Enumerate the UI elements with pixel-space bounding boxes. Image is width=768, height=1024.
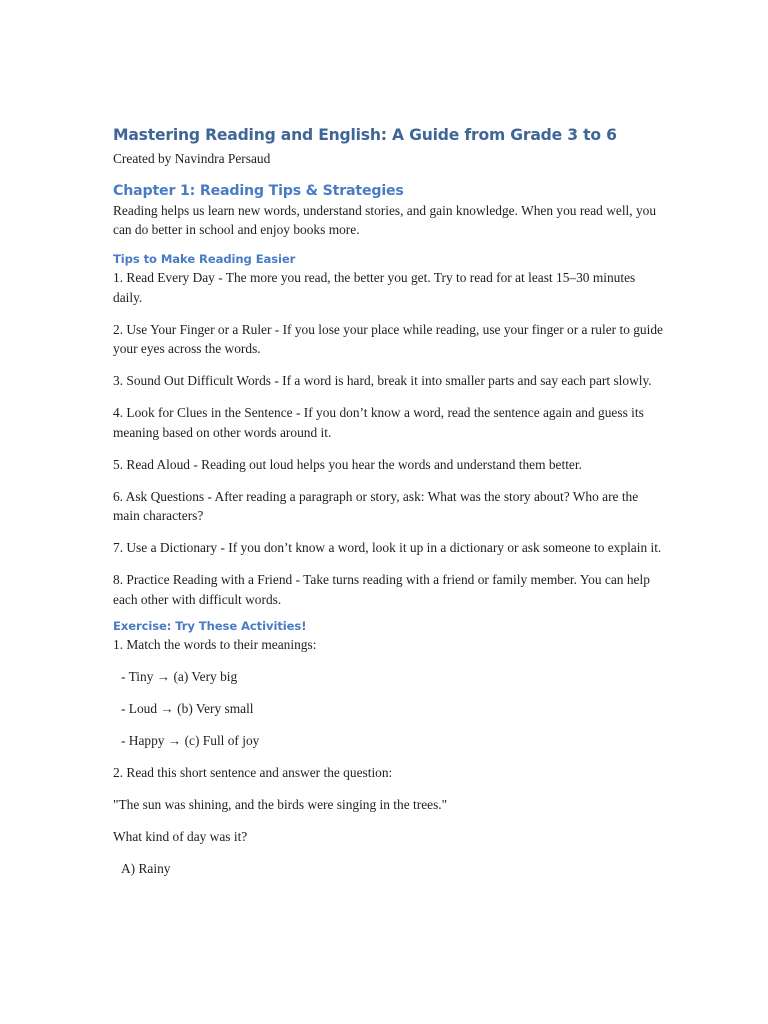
tip-item: 3. Sound Out Difficult Words - If a word is hard, break it into smaller parts and say each part slowly. bbox=[113, 373, 652, 388]
answer-option-a: A) Rainy bbox=[121, 861, 171, 876]
tip-item: 8. Practice Reading with a Friend - Take turns reading with a friend or family member. You can help each other with difficult words. bbox=[113, 572, 650, 607]
match-item: - Loud → (b) Very small bbox=[121, 701, 254, 716]
match-item: - Tiny → (a) Very big bbox=[121, 669, 238, 684]
tip-item: 7. Use a Dictionary - If you don’t know a word, look it up in a dictionary or ask someone to explain it. bbox=[113, 540, 662, 555]
tip-item: 6. Ask Questions - After reading a paragraph or story, ask: What was the story about? Who are the main characters? bbox=[113, 488, 639, 523]
tip-item: 4. Look for Clues in the Sentence - If you don’t know a word, read the sentence again and guess its meaning based on other words around it. bbox=[113, 405, 644, 440]
tips-list bbox=[113, 268, 663, 609]
exercise-question-2: 2. Read this short sentence and answer the question: bbox=[113, 765, 393, 780]
document-body bbox=[113, 124, 663, 891]
author-byline: Created by Navindra Persaud bbox=[113, 151, 271, 166]
exercise-question-1: 1. Match the words to their meanings: bbox=[113, 637, 317, 652]
exercise-question-text: What kind of day was it? bbox=[113, 829, 248, 844]
tips-heading: Tips to Make Reading Easier bbox=[113, 252, 296, 266]
exercise-heading: Exercise: Try These Activities! bbox=[113, 619, 307, 633]
tip-item: 1. Read Every Day - The more you read, the better you get. Try to read for at least 15–30 minutes daily. bbox=[113, 270, 636, 305]
exercise-sentence: "The sun was shining, and the birds were singing in the trees." bbox=[113, 797, 448, 812]
chapter-1-heading: Chapter 1: Reading Tips & Strategies bbox=[113, 182, 404, 199]
document-title: Mastering Reading and English: A Guide from Grade 3 to 6 bbox=[113, 126, 617, 144]
chapter-1-intro: Reading helps us learn new words, understand stories, and gain knowledge. When you read well, you can do better in school and enjoy books more. bbox=[113, 202, 657, 237]
tip-item: 5. Read Aloud - Reading out loud helps you hear the words and understand them better. bbox=[113, 456, 582, 472]
match-item: - Happy → (c) Full of joy bbox=[121, 733, 260, 748]
tip-item: 2. Use Your Finger or a Ruler - If you lose your place while reading, use your finger or a ruler to guide your eyes across the words. bbox=[113, 321, 663, 356]
